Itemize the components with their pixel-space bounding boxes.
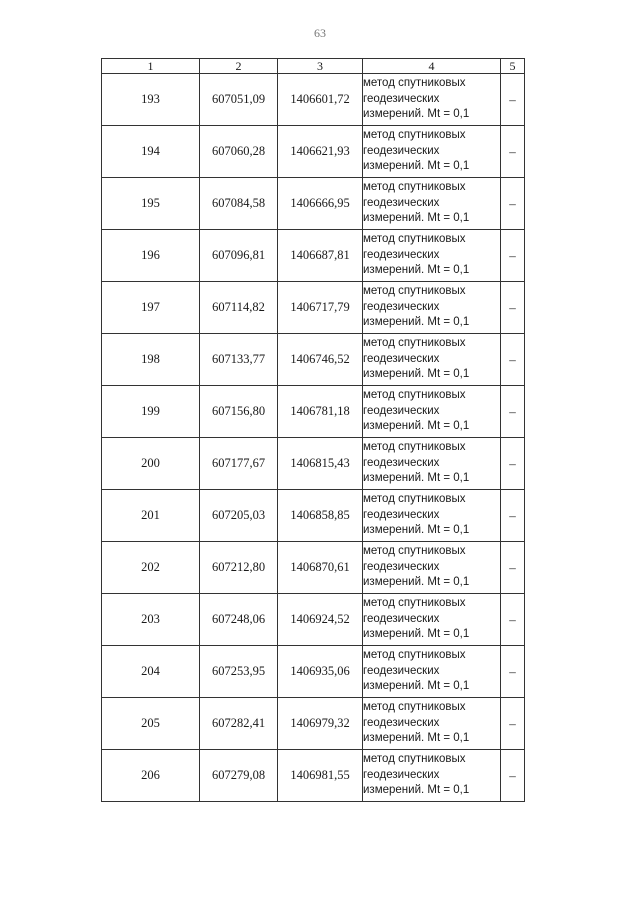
method-line-2: геодезических xyxy=(363,92,440,105)
point-number: 201 xyxy=(102,490,200,542)
page-number: 63 xyxy=(314,26,326,40)
note-cell: – xyxy=(501,334,525,386)
method-description xyxy=(363,74,501,126)
method-line-2: геодезических xyxy=(363,352,440,365)
table-row xyxy=(102,334,525,386)
table-row xyxy=(102,542,525,594)
coordinate-y: 1406979,32 xyxy=(278,698,363,750)
method-line-2: геодезических xyxy=(363,144,440,157)
method-line-1: метод спутниковых xyxy=(363,389,466,402)
coordinate-x: 607212,80 xyxy=(200,542,278,594)
coordinate-y: 1406666,95 xyxy=(278,178,363,230)
method-line-1: метод спутниковых xyxy=(363,701,466,714)
method-description xyxy=(363,178,501,230)
coordinate-x: 607156,80 xyxy=(200,386,278,438)
method-line-1: метод спутниковых xyxy=(363,285,466,298)
method-line-3: измерений. Mt = 0,1 xyxy=(363,472,470,485)
header-col-4: 4 xyxy=(363,59,501,74)
method-line-2: геодезических xyxy=(363,196,440,209)
method-line-2: геодезических xyxy=(363,508,440,521)
note-cell: – xyxy=(501,542,525,594)
method-line-3: измерений. Mt = 0,1 xyxy=(363,316,470,329)
method-line-2: геодезических xyxy=(363,664,440,677)
table-row xyxy=(102,594,525,646)
method-description xyxy=(363,750,501,802)
method-line-2: геодезических xyxy=(363,768,440,781)
point-number: 206 xyxy=(102,750,200,802)
method-line-1: метод спутниковых xyxy=(363,129,466,142)
method-description xyxy=(363,126,501,178)
coordinate-x: 607205,03 xyxy=(200,490,278,542)
coordinate-y: 1406746,52 xyxy=(278,334,363,386)
coordinate-y: 1406717,79 xyxy=(278,282,363,334)
coordinate-y: 1406924,52 xyxy=(278,594,363,646)
coordinate-y: 1406687,81 xyxy=(278,230,363,282)
method-line-1: метод спутниковых xyxy=(363,597,466,610)
coordinate-y: 1406935,06 xyxy=(278,646,363,698)
method-line-3: измерений. Mt = 0,1 xyxy=(363,784,470,797)
coordinate-y: 1406621,93 xyxy=(278,126,363,178)
method-line-3: измерений. Mt = 0,1 xyxy=(363,420,470,433)
method-line-3: измерений. Mt = 0,1 xyxy=(363,368,470,381)
point-number: 196 xyxy=(102,230,200,282)
method-description xyxy=(363,438,501,490)
note-cell: – xyxy=(501,594,525,646)
table-row xyxy=(102,178,525,230)
coordinate-y: 1406981,55 xyxy=(278,750,363,802)
method-line-2: геодезических xyxy=(363,612,440,625)
coordinate-y: 1406601,72 xyxy=(278,74,363,126)
coordinates-table xyxy=(101,58,525,802)
method-line-3: измерений. Mt = 0,1 xyxy=(363,628,470,641)
method-line-2: геодезических xyxy=(363,456,440,469)
coordinate-x: 607253,95 xyxy=(200,646,278,698)
point-number: 193 xyxy=(102,74,200,126)
method-line-1: метод спутниковых xyxy=(363,545,466,558)
point-number: 197 xyxy=(102,282,200,334)
method-line-3: измерений. Mt = 0,1 xyxy=(363,212,470,225)
table-row xyxy=(102,230,525,282)
coordinate-x: 607051,09 xyxy=(200,74,278,126)
method-description xyxy=(363,490,501,542)
coordinate-y: 1406815,43 xyxy=(278,438,363,490)
point-number: 203 xyxy=(102,594,200,646)
coordinate-y: 1406858,85 xyxy=(278,490,363,542)
method-line-1: метод спутниковых xyxy=(363,77,466,90)
method-line-1: метод спутниковых xyxy=(363,337,466,350)
point-number: 195 xyxy=(102,178,200,230)
coordinate-x: 607114,82 xyxy=(200,282,278,334)
method-line-1: метод спутниковых xyxy=(363,649,466,662)
point-number: 202 xyxy=(102,542,200,594)
coordinate-x: 607177,67 xyxy=(200,438,278,490)
coordinate-y: 1406870,61 xyxy=(278,542,363,594)
method-line-3: измерений. Mt = 0,1 xyxy=(363,160,470,173)
point-number: 205 xyxy=(102,698,200,750)
coordinate-y: 1406781,18 xyxy=(278,386,363,438)
method-description xyxy=(363,230,501,282)
note-cell: – xyxy=(501,386,525,438)
point-number: 199 xyxy=(102,386,200,438)
method-line-3: измерений. Mt = 0,1 xyxy=(363,680,470,693)
method-line-3: измерений. Mt = 0,1 xyxy=(363,524,470,537)
header-col-1: 1 xyxy=(102,59,200,74)
method-description xyxy=(363,542,501,594)
table-row xyxy=(102,126,525,178)
note-cell: – xyxy=(501,490,525,542)
coordinate-x: 607096,81 xyxy=(200,230,278,282)
point-number: 200 xyxy=(102,438,200,490)
method-description xyxy=(363,698,501,750)
point-number: 198 xyxy=(102,334,200,386)
table-row xyxy=(102,282,525,334)
note-cell: – xyxy=(501,646,525,698)
table-row xyxy=(102,698,525,750)
method-line-1: метод спутниковых xyxy=(363,441,466,454)
method-line-1: метод спутниковых xyxy=(363,233,466,246)
note-cell: – xyxy=(501,438,525,490)
coordinate-x: 607282,41 xyxy=(200,698,278,750)
method-line-1: метод спутниковых xyxy=(363,753,466,766)
table-row xyxy=(102,74,525,126)
method-description xyxy=(363,386,501,438)
coordinate-x: 607279,08 xyxy=(200,750,278,802)
point-number: 194 xyxy=(102,126,200,178)
table-row xyxy=(102,750,525,802)
method-line-3: измерений. Mt = 0,1 xyxy=(363,264,470,277)
header-col-2: 2 xyxy=(200,59,278,74)
method-line-3: измерений. Mt = 0,1 xyxy=(363,576,470,589)
table-row xyxy=(102,646,525,698)
header-col-3: 3 xyxy=(278,59,363,74)
method-line-2: геодезических xyxy=(363,404,440,417)
method-description xyxy=(363,646,501,698)
method-line-2: геодезических xyxy=(363,560,440,573)
method-line-3: измерений. Mt = 0,1 xyxy=(363,108,470,121)
table-row xyxy=(102,438,525,490)
note-cell: – xyxy=(501,750,525,802)
method-line-2: геодезических xyxy=(363,716,440,729)
table-row xyxy=(102,386,525,438)
method-line-1: метод спутниковых xyxy=(363,181,466,194)
coordinate-x: 607060,28 xyxy=(200,126,278,178)
coordinate-x: 607084,58 xyxy=(200,178,278,230)
method-line-2: геодезических xyxy=(363,300,440,313)
note-cell: – xyxy=(501,282,525,334)
table-header xyxy=(102,59,525,74)
point-number: 204 xyxy=(102,646,200,698)
note-cell: – xyxy=(501,698,525,750)
coordinate-x: 607248,06 xyxy=(200,594,278,646)
coordinate-x: 607133,77 xyxy=(200,334,278,386)
table-body xyxy=(102,74,525,802)
method-line-3: измерений. Mt = 0,1 xyxy=(363,732,470,745)
table-row xyxy=(102,490,525,542)
method-description xyxy=(363,282,501,334)
note-cell: – xyxy=(501,178,525,230)
method-line-2: геодезических xyxy=(363,248,440,261)
header-col-5: 5 xyxy=(501,59,525,74)
note-cell: – xyxy=(501,126,525,178)
note-cell: – xyxy=(501,230,525,282)
method-line-1: метод спутниковых xyxy=(363,493,466,506)
method-description xyxy=(363,594,501,646)
method-description xyxy=(363,334,501,386)
note-cell: – xyxy=(501,74,525,126)
